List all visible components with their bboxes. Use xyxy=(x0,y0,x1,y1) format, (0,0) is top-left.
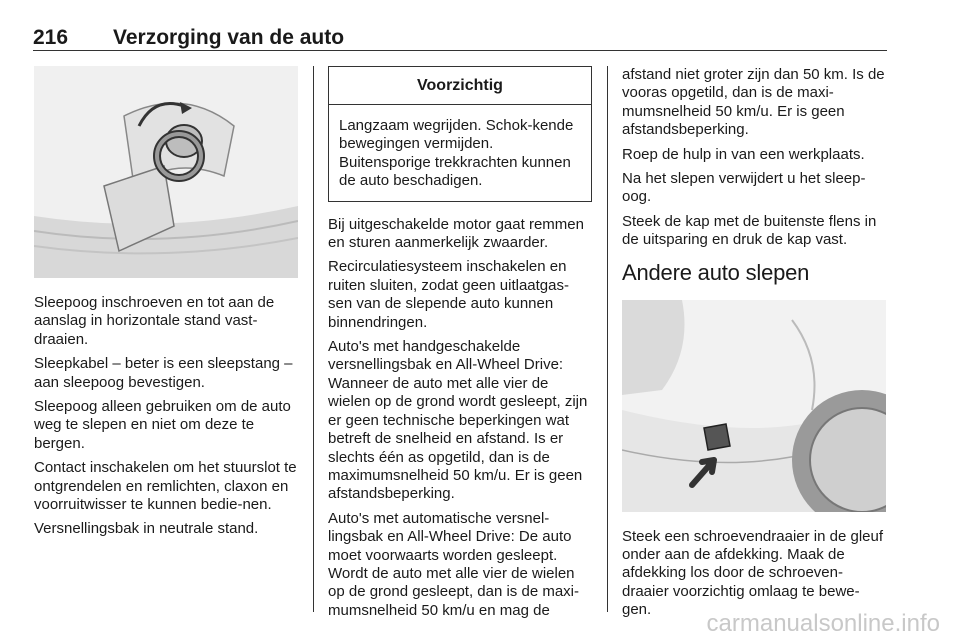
paragraph: Steek de kap met de buitenste flens in de uitsparing en druk de kap vast. xyxy=(622,212,877,249)
caution-box xyxy=(328,66,592,202)
section-heading: Andere auto slepen xyxy=(622,259,810,285)
column-left xyxy=(34,66,298,545)
paragraph: Sleepoog alleen gebruiken om de auto weg te slepen en niet om deze te bergen. xyxy=(34,398,291,452)
paragraph: Sleepkabel – beter is een sleepstang – aan sleepoog bevestigen. xyxy=(34,355,293,391)
paragraph: Contact inschakelen om het stuurslot te ontgrendelen en remlichten, claxon en voorruitwisser te kunnen bedie-nen. xyxy=(34,459,297,514)
paragraph: Auto's met handgeschakelde versnellingsbak en All-Wheel Drive: Wanneer de auto met alle vier de wielen op de grond wordt gesleept, zijn er geen technische beperkingen wat betreft de snelheid en afstand. Is er slechts één as opgetild, dan is de maximumsnelheid 50 km/u. Er is geen afstandsbeperking. xyxy=(328,338,588,503)
towing-eye-illustration xyxy=(34,66,298,278)
rear-cover-drawing xyxy=(622,300,886,512)
column-middle xyxy=(328,66,592,626)
paragraph: afstand niet groter zijn dan 50 km. Is de vooras opgetild, dan is de maxi-mumsnelheid 50 km/u. Er is geen afstandsbeperking. xyxy=(622,66,885,139)
caution-title: Voorzichtig xyxy=(329,67,591,105)
towing-eye-drawing xyxy=(34,66,298,278)
paragraph: Steek een schroevendraaier in de gleuf onder aan de afdekking. Maak de afdekking los door de schroeven-draaier voorzichtig omlaag te bewe-gen. xyxy=(622,527,884,619)
page-header xyxy=(33,22,887,51)
paragraph: Na het slepen verwijdert u het sleep-oog. xyxy=(622,170,866,206)
watermark: carmanualsonline.info xyxy=(706,610,940,637)
rear-cover-illustration xyxy=(622,300,886,512)
column-right xyxy=(622,66,886,626)
paragraph: Bij uitgeschakelde motor gaat remmen en sturen aanmerkelijk zwaarder. xyxy=(328,215,584,252)
paragraph: Sleepoog inschroeven en tot aan de aanslag in horizontale stand vast-draaien. xyxy=(34,294,275,348)
page-title: Verzorging van de auto xyxy=(113,26,345,49)
column-divider xyxy=(313,66,314,612)
paragraph: Auto's met automatische versnel-lingsbak en All-Wheel Drive: De auto moet voorwaarts worden gesleept. Wordt de auto met alle vier de wielen op de grond gesleept, dan is de maxi-mumsnelheid 50 km/u en mag de xyxy=(328,509,579,619)
paragraph: Versnellingsbak in neutrale stand. xyxy=(34,520,259,538)
paragraph: Recirculatiesysteem inschakelen en ruiten sluiten, zodat geen uitlaatgas-sen van de slepende auto kunnen binnendringen. xyxy=(328,258,569,331)
caution-text: Langzaam wegrijden. Schok-kende bewegingen vermijden. Buitensporige trekkrachten kunnen de auto beschadigen. xyxy=(339,117,574,190)
page-number: 216 xyxy=(33,26,69,49)
column-divider xyxy=(607,66,608,612)
paragraph: Roep de hulp in van een werkplaats. xyxy=(622,145,865,163)
